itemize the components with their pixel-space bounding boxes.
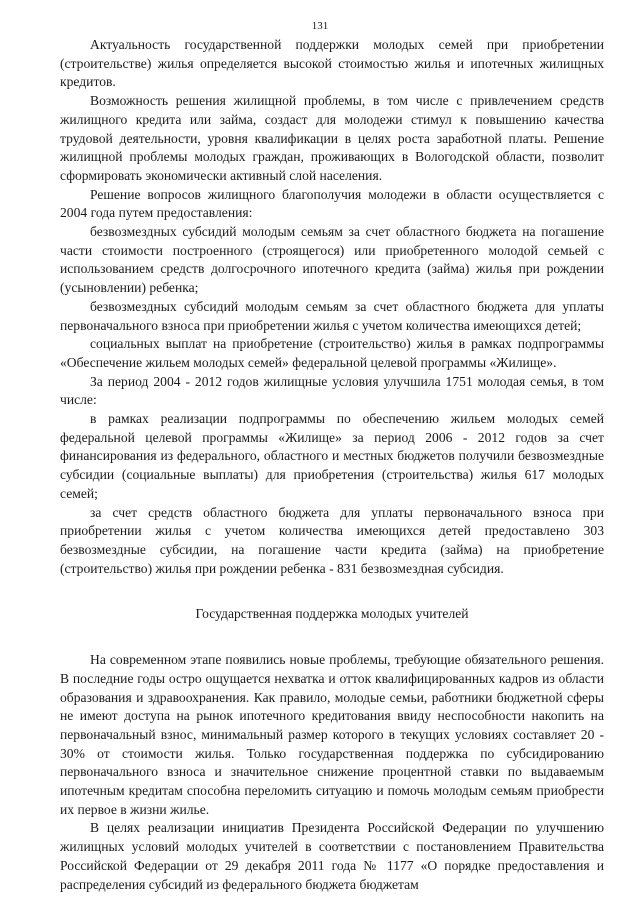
- paragraph-period-results: За период 2004 - 2012 годов жилищные условия улучшила 1751 молодая семья, в том числе:: [60, 373, 604, 408]
- paragraph-housing-solution: Возможность решения жилищной проблемы, в том числе с привлечением средств жилищного кредита или займа, создаст для молодежи стимул к повышению качества трудовой деятельности, уровня квалификации в целях роста заработной платы. Решение жилищной проблемы молодых граждан, проживающих в Вологодской области, позволит сформировать экономически активный слой населения.: [60, 93, 604, 183]
- section-heading: Государственная поддержка молодых учителей: [195, 606, 469, 622]
- page-number: 131: [311, 20, 329, 32]
- paragraph-social-payments: социальных выплат на приобретение (строительство) жилья в рамках подпрограммы «Обеспечение жильем молодых семей» федеральной целевой программы «Жилище».: [60, 336, 604, 370]
- paragraph-subsidy-birth: безвозмездных субсидий молодым семьям за счет областного бюджета на погашение части стоимости построенного (строящегося) или приобретенного молодой семьей с использованием средств долгосрочного ипотечного кредита (займа) жилья при рождении (усыновлении) ребенка;: [60, 224, 604, 296]
- paragraph-subsidy-downpayment: безвозмездных субсидий молодым семьям за счет областного бюджета для уплаты первоначального взноса при приобретении жилья с учетом количества имеющихся детей;: [60, 298, 604, 333]
- paragraph-president-initiatives: В целях реализации инициатив Президента Российской Федерации по улучшению жилищных условий молодых учителей в соответствии с постановлением Правительства Российской Федерации от 29 декабря 2011 года № 1177 «О порядке предоставления и распределения субсидий из федерального бюджета бюджетам: [60, 820, 604, 892]
- paragraph-relevance: Актуальность государственной поддержки молодых семей при приобретении (строительстве) жилья определяется высокой стоимостью жилья и ипотечных жилищных кредитов.: [60, 37, 604, 90]
- document-body: [60, 36, 604, 894]
- paragraph-new-problems: На современном этапе появились новые проблемы, требующие обязательного решения. В последние годы остро ощущается нехватка и отток квалифицированных кадров из области образования и здравоохранения. Как правило, молодые семьи, работники бюджетной сферы не имеют доступа на рынок ипотечного кредитования ввиду неспособности накопить на первоначальный взнос, минимальный размер которого в текущих условиях составляет 20 - 30% от стоимости жилья. Только государственная поддержка по субсидированию первоначального взноса и значительное снижение процентной ставки по выдаваемым ипотечным кредитам способна переломить ситуацию и помочь молодым семьям приобрести их первое в жизни жилье.: [60, 652, 604, 817]
- paragraph-since-2004: Решение вопросов жилищного благополучия молодежи в области осуществляется с 2004 года путем предоставления:: [60, 186, 604, 221]
- paragraph-regional-budget: за счет средств областного бюджета для уплаты первоначального взноса при приобретении жилья с учетом количества имеющихся детей предоставлено 303 безвозмездные субсидии, на погашение части кредита (займа) на приобретение (строительство) жилья при рождении ребенка - 831 безвозмездная субсидия.: [60, 504, 604, 576]
- paragraph-federal-program: в рамках реализации подпрограммы по обеспечению жильем молодых семей федеральной целевой программы «Жилище» за период 2006 - 2012 годов за счет финансирования из федерального, областного и местных бюджетов получили безвозмездные субсидии (социальные выплаты) для приобретения (строительства) жилья 617 молодых семей;: [60, 411, 604, 501]
